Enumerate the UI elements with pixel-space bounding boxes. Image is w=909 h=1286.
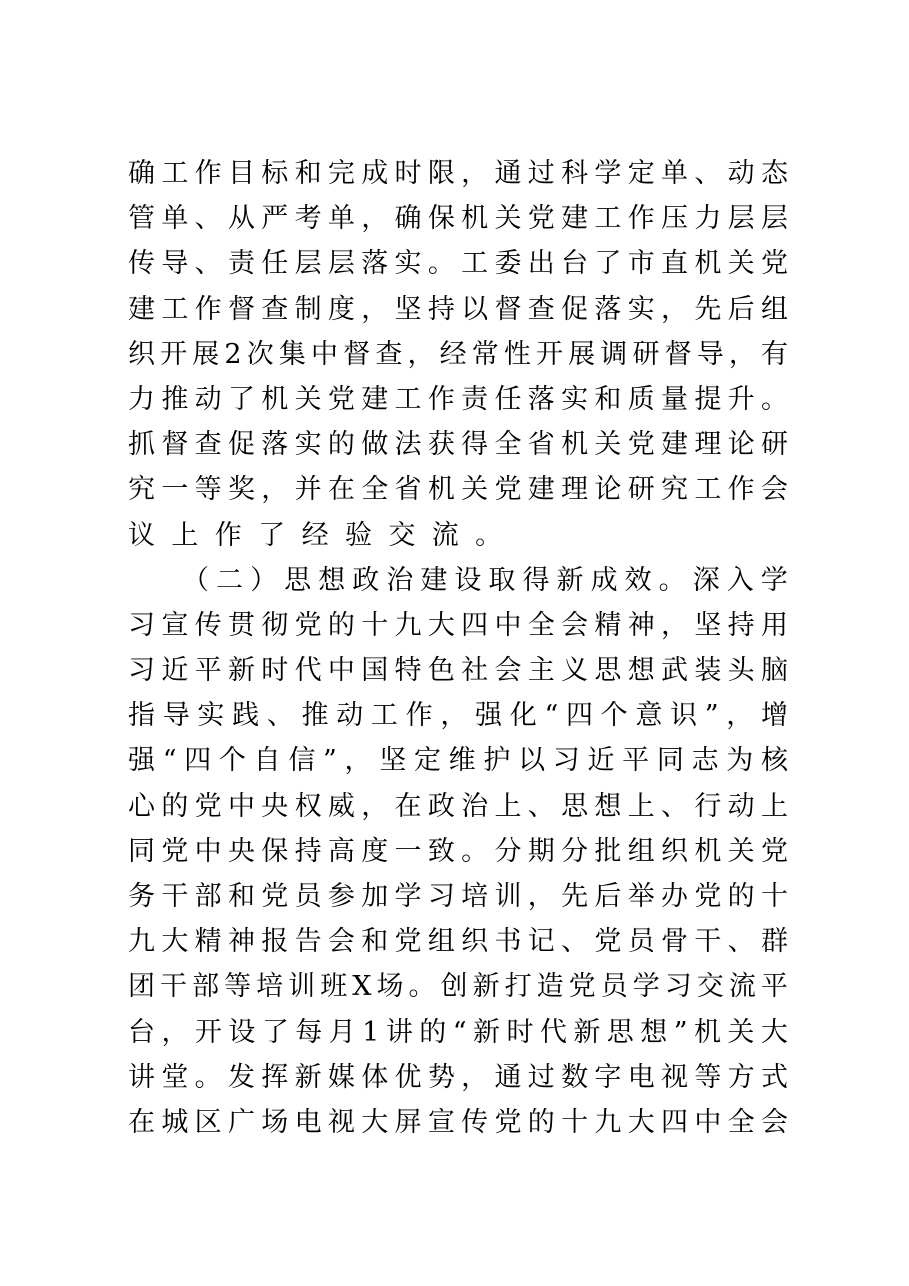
text-line: 心 的 党 中 央 权 威 ， 在 政 治 上 、 思 想 上 、 行 动 上	[128, 790, 788, 822]
text-line: 强 “ 四 个 自 信 ” ， 坚 定 维 护 以 习 近 平 同 志 为 核	[128, 745, 788, 777]
text-line: 九 大 精 神 报 告 会 和 党 组 织 书 记 、 党 员 骨 干 、 群	[128, 926, 788, 958]
text-line: 习 近 平 新 时 代 中 国 特 色 社 会 主 义 思 想 武 装 头 脑	[128, 655, 788, 687]
text-line: 务 干 部 和 党 员 参 加 学 习 培 训 ， 先 后 举 办 党 的 十	[128, 881, 788, 912]
text-line: 同 党 中 央 保 持 高 度 一 致 。 分 期 分 批 组 织 机 关 党	[128, 835, 788, 867]
text-line: 习 宣 传 贯 彻 党 的 十 九 大 四 中 全 会 精 神 ， 坚 持 用	[128, 609, 788, 641]
text-line: 在 城 区 广 场 电 视 大 屏 宣 传 党 的 十 九 大 四 中 全 会	[128, 1106, 788, 1138]
text-line: 抓 督 查 促 落 实 的 做 法 获 得 全 省 机 关 党 建 理 论 研	[128, 429, 788, 461]
body-text	[128, 151, 788, 1145]
text-line: 台 ， 开 设 了 每 月 1 讲 的 “ 新 时 代 新 思 想 ” 机 关 大	[128, 1016, 788, 1048]
text-line: 团 干 部 等 培 训 班 X 场 。 创 新 打 造 党 员 学 习 交 流 平	[128, 971, 788, 1003]
paragraph-last-line: 议 上 作 了 经 验 交 流 。	[128, 519, 503, 551]
text-line: 指 导 实 践 、 推 动 工 作 ， 强 化 “ 四 个 意 识 ” ， 增	[128, 700, 788, 732]
text-line: 力 推 动 了 机 关 党 建 工 作 责 任 落 实 和 质 量 提 升 。	[128, 383, 788, 415]
text-line: 织 开 展 2 次 集 中 督 查 ， 经 常 性 开 展 调 研 督 导 ， 有	[128, 338, 788, 370]
text-line: 建 工 作 督 查 制 度 ， 坚 持 以 督 查 促 落 实 ， 先 后 组	[128, 293, 788, 325]
text-line: 确 工 作 目 标 和 完 成 时 限 ， 通 过 科 学 定 单 、 动 态	[128, 158, 788, 189]
text-line: 传 导 、 责 任 层 层 落 实 。 工 委 出 台 了 市 直 机 关 党	[128, 248, 788, 280]
section-heading-line: （ 二 ） 思 想 政 治 建 设 取 得 新 成 效 。 深 入 学	[182, 564, 788, 596]
text-line: 管 单 、 从 严 考 单 ， 确 保 机 关 党 建 工 作 压 力 层 层	[128, 203, 788, 235]
text-line: 讲 堂 。 发 挥 新 媒 体 优 势 ， 通 过 数 字 电 视 等 方 式	[128, 1061, 788, 1093]
text-line: 究 一 等 奖 ， 并 在 全 省 机 关 党 建 理 论 研 究 工 作 会	[128, 474, 788, 506]
